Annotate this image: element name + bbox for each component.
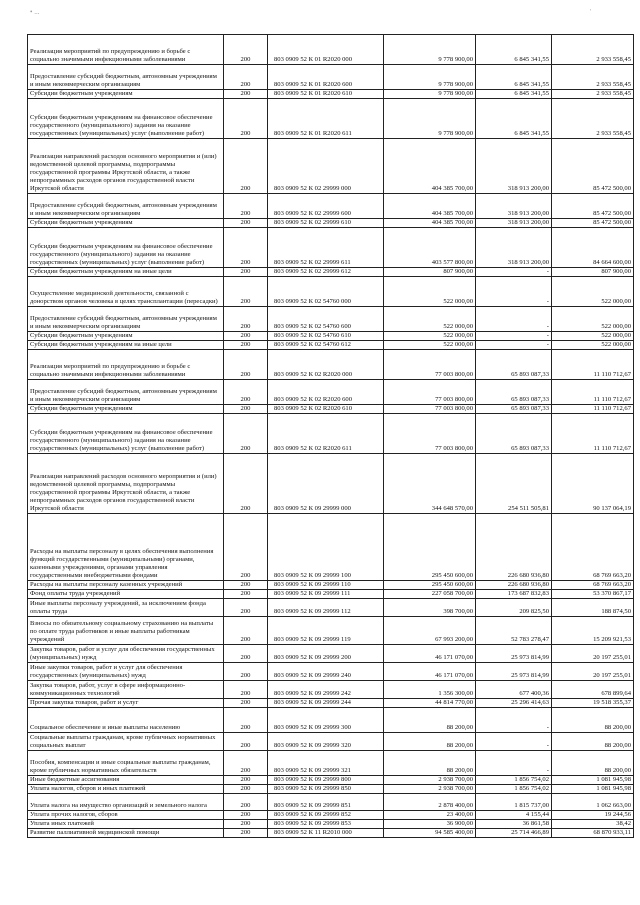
row-executed: 1 815 737,00	[476, 794, 552, 811]
row-approved: 94 585 400,00	[384, 829, 476, 838]
table-row	[28, 733, 634, 751]
row-executed: 226 680 936,80	[476, 581, 552, 590]
table-row	[28, 405, 634, 414]
row-executed: 318 913 200,00	[476, 194, 552, 219]
row-budget-code: 803 0909 52 К 09 29999 852	[268, 811, 384, 820]
row-name: Уплата прочих налогов, сборов	[28, 811, 224, 820]
row-budget-code: 803 0909 52 К 02 R2020 600	[268, 380, 384, 405]
row-name: Социальное обеспечение и иные выплаты населению	[28, 708, 224, 733]
table-row	[28, 514, 634, 581]
row-code: 200	[224, 219, 268, 228]
row-name: Субсидии бюджетным учреждениям на иные цели	[28, 268, 224, 277]
table-row	[28, 776, 634, 785]
table-row	[28, 65, 634, 90]
table-row	[28, 617, 634, 645]
row-budget-code: 803 0909 52 К 09 29999 111	[268, 590, 384, 599]
row-name: Уплата налогов, сборов и иных платежей	[28, 785, 224, 794]
row-approved: 522 000,00	[384, 341, 476, 350]
row-approved: 2 938 700,00	[384, 785, 476, 794]
row-approved: 46 171 070,00	[384, 645, 476, 663]
row-approved: 404 385 700,00	[384, 139, 476, 194]
row-code: 200	[224, 699, 268, 708]
row-name: Иные бюджетные ассигнования	[28, 776, 224, 785]
row-executed: 173 687 832,83	[476, 590, 552, 599]
table-row	[28, 454, 634, 514]
row-budget-code: 803 0909 52 К 02 54760 610	[268, 332, 384, 341]
row-executed: -	[476, 268, 552, 277]
row-code: 200	[224, 350, 268, 380]
row-remaining: 20 197 255,01	[552, 645, 634, 663]
row-budget-code: 803 0909 52 К 02 R2020 610	[268, 405, 384, 414]
row-remaining: 19 518 355,37	[552, 699, 634, 708]
row-name: Субсидии бюджетным учреждениям на иные цели	[28, 341, 224, 350]
table-row	[28, 35, 634, 65]
row-remaining: 90 137 064,19	[552, 454, 634, 514]
row-executed: 65 893 087,33	[476, 350, 552, 380]
row-code: 200	[224, 599, 268, 617]
row-code: 200	[224, 811, 268, 820]
row-budget-code: 803 0909 52 К 09 29999 200	[268, 645, 384, 663]
row-budget-code: 803 0909 52 К 02 29999 000	[268, 139, 384, 194]
row-name: Предоставление субсидий бюджетным, автономным учреждениям и иным некоммерческим организациям	[28, 307, 224, 332]
row-approved: 295 450 600,00	[384, 581, 476, 590]
row-name: Иные выплаты персоналу учреждений, за исключением фонда оплаты труда	[28, 599, 224, 617]
row-code: 200	[224, 590, 268, 599]
row-executed: 65 893 087,33	[476, 414, 552, 454]
row-approved: 522 000,00	[384, 277, 476, 307]
row-approved: 88 200,00	[384, 751, 476, 776]
table-row	[28, 829, 634, 838]
row-executed: 6 845 341,55	[476, 65, 552, 90]
table-row	[28, 820, 634, 829]
row-approved: 227 058 700,00	[384, 590, 476, 599]
row-name: Субсидии бюджетным учреждениям на финансовое обеспечение государственного (муниципального) задания на оказание государственных (муниципальных) услуг (выполнение работ)	[28, 228, 224, 268]
row-name: Уплата иных платежей	[28, 820, 224, 829]
row-approved: 88 200,00	[384, 733, 476, 751]
row-remaining: 38,42	[552, 820, 634, 829]
table-row	[28, 307, 634, 332]
row-code: 200	[224, 785, 268, 794]
row-remaining: 68 769 663,20	[552, 514, 634, 581]
row-name: Реализация мероприятий по предупреждению и борьбе с социально значимыми инфекционными заболеваниями	[28, 35, 224, 65]
row-approved: 522 000,00	[384, 307, 476, 332]
row-budget-code: 803 0909 52 К 09 29999 851	[268, 794, 384, 811]
row-budget-code: 803 0909 52 К 02 29999 600	[268, 194, 384, 219]
row-name: Социальные выплаты гражданам, кроме публичных нормативных социальных выплат	[28, 733, 224, 751]
row-remaining: 1 081 945,98	[552, 776, 634, 785]
row-code: 200	[224, 405, 268, 414]
row-code: 200	[224, 341, 268, 350]
row-name: Расходы на выплаты персоналу в целях обеспечения выполнения функций государственными (муниципальными) органами, казенными учреждениями, органами управления государственными внебюджетными фондами	[28, 514, 224, 581]
row-name: Субсидии бюджетным учреждениям на финансовое обеспечение государственного (муниципального) задания на оказание государственных (муниципальных) услуг (выполнение работ)	[28, 99, 224, 139]
row-approved: 2 938 700,00	[384, 776, 476, 785]
table-row	[28, 380, 634, 405]
table-row	[28, 681, 634, 699]
row-code: 200	[224, 380, 268, 405]
row-executed: 318 913 200,00	[476, 228, 552, 268]
row-code: 200	[224, 733, 268, 751]
row-approved: 67 993 200,00	[384, 617, 476, 645]
row-remaining: 53 370 867,17	[552, 590, 634, 599]
row-budget-code: 803 0909 52 К 01 R2020 000	[268, 35, 384, 65]
row-budget-code: 803 0909 52 К 09 29999 100	[268, 514, 384, 581]
row-approved: 9 778 900,00	[384, 35, 476, 65]
row-remaining: 188 874,50	[552, 599, 634, 617]
row-executed: -	[476, 277, 552, 307]
row-executed: -	[476, 751, 552, 776]
row-approved: 9 778 900,00	[384, 65, 476, 90]
table-row	[28, 581, 634, 590]
row-executed: 6 845 341,55	[476, 90, 552, 99]
row-remaining: 678 899,64	[552, 681, 634, 699]
scan-mark-left: • ...	[30, 8, 40, 16]
row-name: Закупка товаров, работ и услуг для обеспечения государственных (муниципальных) нужд	[28, 645, 224, 663]
row-remaining: 11 110 712,67	[552, 414, 634, 454]
row-name: Закупка товаров, работ, услуг в сфере информационно-коммуникационных технологий	[28, 681, 224, 699]
row-name: Взносы по обязательному социальному страхованию на выплаты по оплате труда работников и иные выплаты работникам учреждений	[28, 617, 224, 645]
row-name: Прочая закупка товаров, работ и услуг	[28, 699, 224, 708]
row-budget-code: 803 0909 52 К 02 29999 612	[268, 268, 384, 277]
row-name: Осуществление медицинской деятельности, связанной с донорством органов человека в целях трансплантации (пересадки)	[28, 277, 224, 307]
row-name: Уплата налога на имущество организаций и земельного налога	[28, 794, 224, 811]
row-name: Фонд оплаты труда учреждений	[28, 590, 224, 599]
table-row	[28, 663, 634, 681]
row-executed: 4 155,44	[476, 811, 552, 820]
row-budget-code: 803 0909 52 К 02 29999 610	[268, 219, 384, 228]
row-code: 200	[224, 277, 268, 307]
table-row	[28, 785, 634, 794]
row-code: 200	[224, 228, 268, 268]
row-executed: 677 400,36	[476, 681, 552, 699]
row-code: 200	[224, 65, 268, 90]
table-row	[28, 708, 634, 733]
row-name: Субсидии бюджетным учреждениям на финансовое обеспечение государственного (муниципального) задания на оказание государственных (муниципальных) услуг (выполнение работ)	[28, 414, 224, 454]
row-executed: 254 511 505,81	[476, 454, 552, 514]
row-approved: 23 400,00	[384, 811, 476, 820]
row-name: Развитие паллиативной медицинской помощи	[28, 829, 224, 838]
table-row	[28, 699, 634, 708]
row-remaining: 84 664 600,00	[552, 228, 634, 268]
table-row	[28, 268, 634, 277]
row-approved: 1 356 300,00	[384, 681, 476, 699]
row-budget-code: 803 0909 52 К 09 29999 300	[268, 708, 384, 733]
row-code: 200	[224, 414, 268, 454]
row-name: Реализация мероприятий по предупреждению и борьбе с социально значимыми инфекционными заболеваниями	[28, 350, 224, 380]
row-executed: 226 680 936,80	[476, 514, 552, 581]
table-row	[28, 194, 634, 219]
row-name: Предоставление субсидий бюджетным, автономным учреждениям и иным некоммерческим организациям	[28, 194, 224, 219]
table-row	[28, 228, 634, 268]
row-remaining: 85 472 500,00	[552, 194, 634, 219]
row-remaining: 1 081 945,98	[552, 785, 634, 794]
row-remaining: 88 200,00	[552, 733, 634, 751]
row-remaining: 88 200,00	[552, 708, 634, 733]
table-row	[28, 90, 634, 99]
table-row	[28, 599, 634, 617]
row-code: 200	[224, 268, 268, 277]
row-budget-code: 803 0909 52 К 02 54760 612	[268, 341, 384, 350]
row-code: 200	[224, 307, 268, 332]
budget-table-body	[28, 35, 634, 838]
row-executed: 65 893 087,33	[476, 380, 552, 405]
row-name: Субсидии бюджетным учреждениям	[28, 90, 224, 99]
row-approved: 77 003 800,00	[384, 350, 476, 380]
row-approved: 77 003 800,00	[384, 380, 476, 405]
row-budget-code: 803 0909 52 К 01 R2020 611	[268, 99, 384, 139]
row-code: 200	[224, 454, 268, 514]
table-row	[28, 341, 634, 350]
table-row	[28, 751, 634, 776]
row-budget-code: 803 0909 52 К 02 54760 600	[268, 307, 384, 332]
row-executed: 25 296 414,63	[476, 699, 552, 708]
row-remaining: 15 209 921,53	[552, 617, 634, 645]
row-executed: 1 856 754,02	[476, 785, 552, 794]
row-remaining: 85 472 500,00	[552, 219, 634, 228]
budget-table	[27, 34, 634, 838]
table-row	[28, 99, 634, 139]
row-code: 200	[224, 581, 268, 590]
row-executed: 65 893 087,33	[476, 405, 552, 414]
row-remaining: 2 933 558,45	[552, 90, 634, 99]
row-code: 200	[224, 776, 268, 785]
row-remaining: 11 110 712,67	[552, 405, 634, 414]
table-row	[28, 332, 634, 341]
row-code: 200	[224, 829, 268, 838]
row-approved: 403 577 800,00	[384, 228, 476, 268]
table-row	[28, 645, 634, 663]
row-approved: 522 000,00	[384, 332, 476, 341]
row-code: 200	[224, 663, 268, 681]
row-name: Предоставление субсидий бюджетным, автономным учреждениям и иным некоммерческим организациям	[28, 65, 224, 90]
row-code: 200	[224, 708, 268, 733]
row-name: Субсидии бюджетным учреждениям	[28, 219, 224, 228]
row-approved: 344 648 570,00	[384, 454, 476, 514]
row-executed: 6 845 341,55	[476, 35, 552, 65]
row-budget-code: 803 0909 52 К 09 29999 800	[268, 776, 384, 785]
table-row	[28, 350, 634, 380]
row-name: Реализация направлений расходов основного мероприятия и (или) ведомственной целевой программы, подпрограммы государственной программы Иркутской области, а также непрограммных расходов органов государственной власти Иркутской области	[28, 454, 224, 514]
row-name: Пособия, компенсации и иные социальные выплаты гражданам, кроме публичных нормативных обязательств	[28, 751, 224, 776]
row-executed: 25 973 814,99	[476, 663, 552, 681]
row-budget-code: 803 0909 52 К 09 29999 000	[268, 454, 384, 514]
row-remaining: 2 933 558,45	[552, 35, 634, 65]
row-name: Субсидии бюджетным учреждениям	[28, 405, 224, 414]
row-code: 200	[224, 617, 268, 645]
row-remaining: 20 197 255,01	[552, 663, 634, 681]
table-row	[28, 811, 634, 820]
row-executed: 1 856 754,02	[476, 776, 552, 785]
row-budget-code: 803 0909 52 К 09 29999 119	[268, 617, 384, 645]
row-remaining: 522 000,00	[552, 341, 634, 350]
row-code: 200	[224, 514, 268, 581]
row-remaining: 68 870 933,11	[552, 829, 634, 838]
row-executed: 6 845 341,55	[476, 99, 552, 139]
row-remaining: 1 062 663,00	[552, 794, 634, 811]
table-row	[28, 590, 634, 599]
row-budget-code: 803 0909 52 К 09 29999 320	[268, 733, 384, 751]
row-budget-code: 803 0909 52 К 09 29999 321	[268, 751, 384, 776]
row-remaining: 11 110 712,67	[552, 380, 634, 405]
row-budget-code: 803 0909 52 К 01 R2020 610	[268, 90, 384, 99]
row-budget-code: 803 0909 52 К 09 29999 244	[268, 699, 384, 708]
table-row	[28, 277, 634, 307]
row-name: Расходы на выплаты персоналу казенных учреждений	[28, 581, 224, 590]
row-approved: 404 385 700,00	[384, 219, 476, 228]
row-executed: 25 973 814,99	[476, 645, 552, 663]
row-remaining: 2 933 558,45	[552, 65, 634, 90]
row-budget-code: 803 0909 52 К 09 29999 853	[268, 820, 384, 829]
row-approved: 44 814 770,00	[384, 699, 476, 708]
row-approved: 77 003 800,00	[384, 414, 476, 454]
row-remaining: 68 769 663,20	[552, 581, 634, 590]
row-remaining: 2 933 558,45	[552, 99, 634, 139]
row-name: Субсидии бюджетным учреждениям	[28, 332, 224, 341]
row-executed: -	[476, 708, 552, 733]
table-row	[28, 414, 634, 454]
row-approved: 9 778 900,00	[384, 90, 476, 99]
row-budget-code: 803 0909 52 К 09 29999 112	[268, 599, 384, 617]
row-budget-code: 803 0909 52 К 02 R2020 000	[268, 350, 384, 380]
row-code: 200	[224, 90, 268, 99]
row-code: 200	[224, 645, 268, 663]
row-executed: 52 783 278,47	[476, 617, 552, 645]
row-budget-code: 803 0909 52 К 09 29999 242	[268, 681, 384, 699]
row-name: Предоставление субсидий бюджетным, автономным учреждениям и иным некоммерческим организациям	[28, 380, 224, 405]
row-budget-code: 803 0909 52 К 09 29999 110	[268, 581, 384, 590]
row-remaining: 85 472 500,00	[552, 139, 634, 194]
row-code: 200	[224, 99, 268, 139]
row-executed: 25 714 466,89	[476, 829, 552, 838]
row-approved: 2 878 400,00	[384, 794, 476, 811]
row-approved: 807 900,00	[384, 268, 476, 277]
row-approved: 295 450 600,00	[384, 514, 476, 581]
row-code: 200	[224, 820, 268, 829]
table-row	[28, 219, 634, 228]
row-executed: -	[476, 733, 552, 751]
row-remaining: 807 900,00	[552, 268, 634, 277]
row-name: Иные закупки товаров, работ и услуг для обеспечения государственных (муниципальных) нужд	[28, 663, 224, 681]
row-name: Реализация направлений расходов основного мероприятия и (или) ведомственной целевой программы, подпрограммы государственной программы Иркутской области, а также непрограммных расходов органов государственной власти Иркутской области	[28, 139, 224, 194]
row-approved: 46 171 070,00	[384, 663, 476, 681]
row-executed: 209 825,50	[476, 599, 552, 617]
row-remaining: 522 000,00	[552, 332, 634, 341]
row-approved: 36 900,00	[384, 820, 476, 829]
row-budget-code: 803 0909 52 К 01 R2020 600	[268, 65, 384, 90]
row-code: 200	[224, 194, 268, 219]
row-executed: -	[476, 341, 552, 350]
row-approved: 9 778 900,00	[384, 99, 476, 139]
row-executed: 318 913 200,00	[476, 139, 552, 194]
scan-mark-right: '	[590, 8, 592, 16]
row-budget-code: 803 0909 52 К 09 29999 850	[268, 785, 384, 794]
row-executed: -	[476, 307, 552, 332]
row-approved: 88 200,00	[384, 708, 476, 733]
row-executed: 318 913 200,00	[476, 219, 552, 228]
row-approved: 404 385 700,00	[384, 194, 476, 219]
row-remaining: 522 000,00	[552, 307, 634, 332]
table-row	[28, 139, 634, 194]
row-executed: -	[476, 332, 552, 341]
table-row	[28, 794, 634, 811]
row-code: 200	[224, 794, 268, 811]
row-approved: 398 700,00	[384, 599, 476, 617]
row-remaining: 522 000,00	[552, 277, 634, 307]
row-remaining: 88 200,00	[552, 751, 634, 776]
row-code: 200	[224, 751, 268, 776]
row-budget-code: 803 0909 52 К 02 29999 611	[268, 228, 384, 268]
row-code: 200	[224, 35, 268, 65]
row-code: 200	[224, 332, 268, 341]
row-budget-code: 803 0909 52 К 11 R2010 000	[268, 829, 384, 838]
row-remaining: 11 110 712,67	[552, 350, 634, 380]
row-remaining: 19 244,56	[552, 811, 634, 820]
row-code: 200	[224, 139, 268, 194]
row-budget-code: 803 0909 52 К 09 29999 240	[268, 663, 384, 681]
row-executed: 36 861,58	[476, 820, 552, 829]
row-code: 200	[224, 681, 268, 699]
row-budget-code: 803 0909 52 К 02 R2020 611	[268, 414, 384, 454]
row-budget-code: 803 0909 52 К 02 54760 000	[268, 277, 384, 307]
row-approved: 77 003 800,00	[384, 405, 476, 414]
